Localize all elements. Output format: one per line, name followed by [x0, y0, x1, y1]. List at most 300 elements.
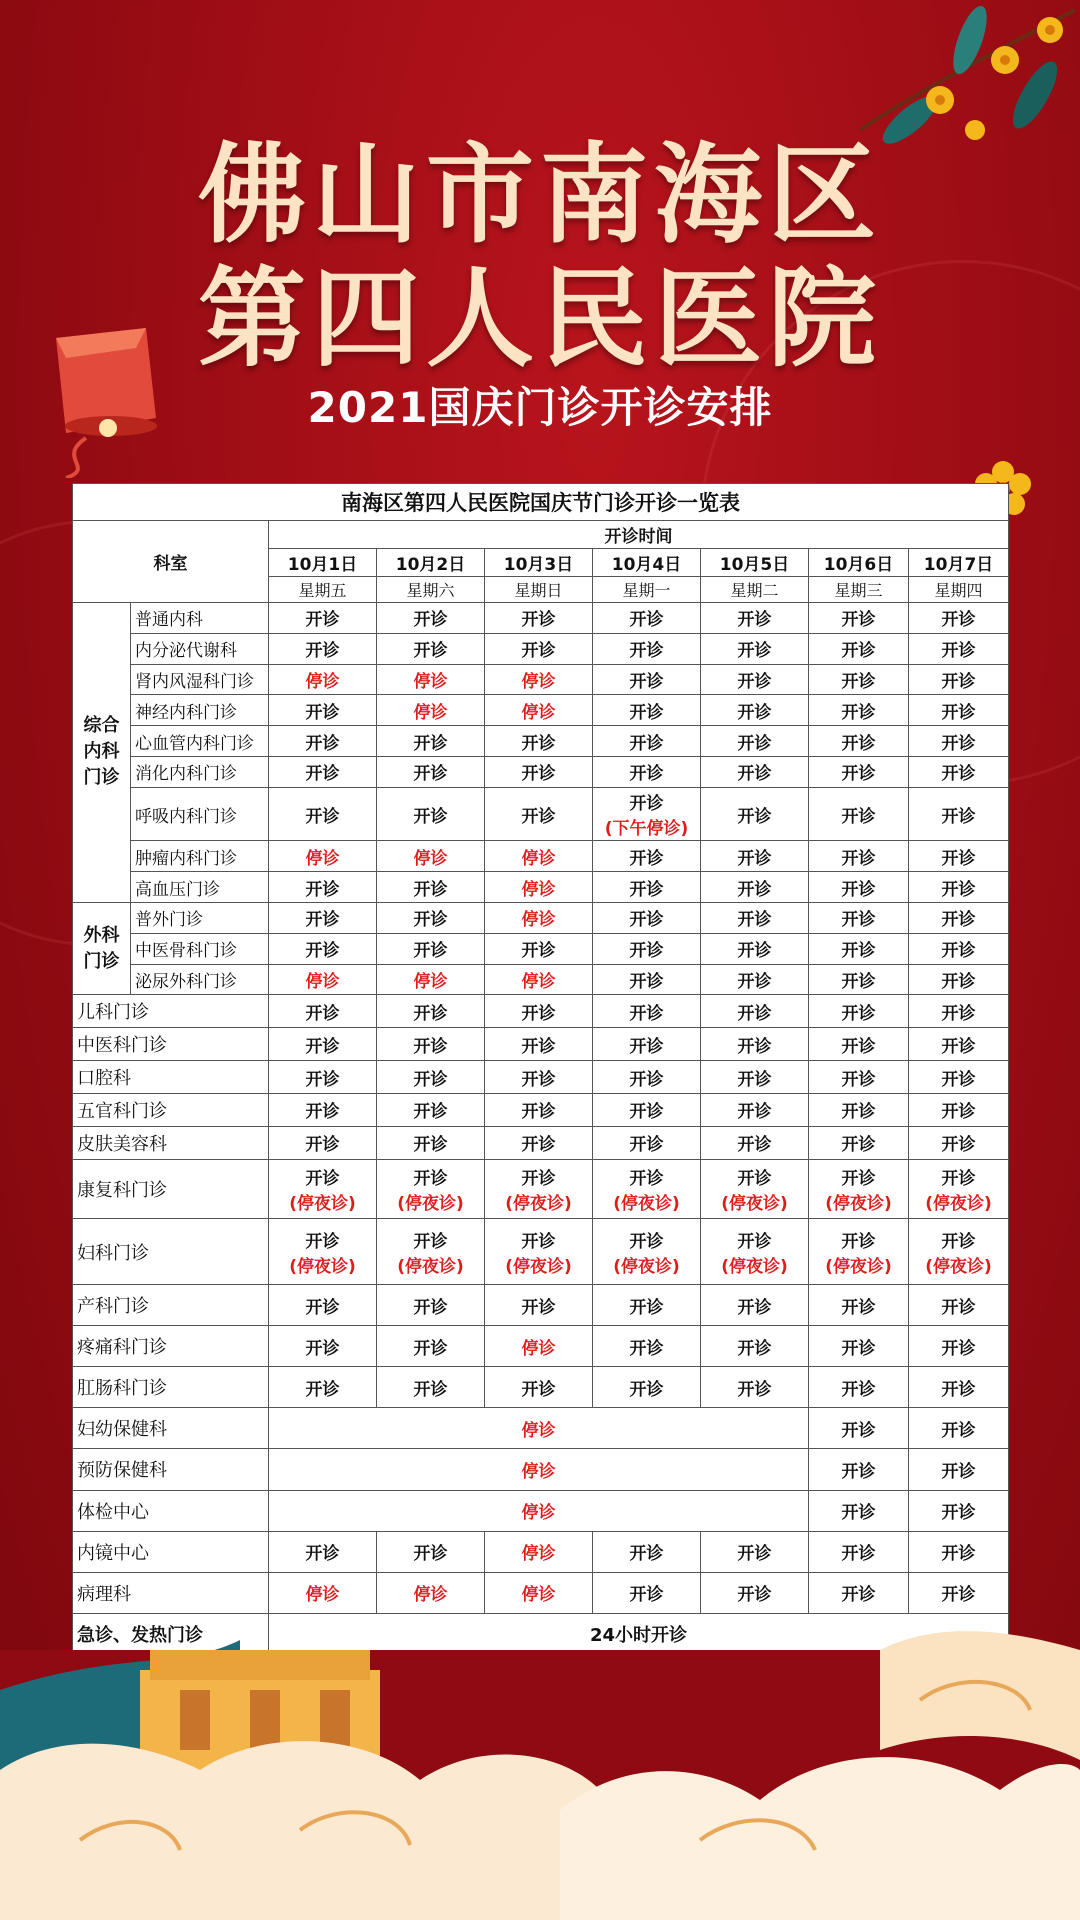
status-cell — [701, 902, 809, 933]
status-text: 开诊 — [841, 1135, 876, 1156]
status-text: 开诊 — [941, 610, 976, 631]
status-text: 开诊 — [413, 1297, 448, 1318]
status-cell — [485, 695, 593, 726]
status-cell — [809, 1159, 909, 1219]
status-text: 开诊 — [629, 1379, 664, 1400]
status-text: 开诊 — [737, 971, 772, 992]
status-cell — [269, 1126, 377, 1159]
status-cell — [485, 664, 593, 695]
status-text: 开诊 — [413, 1036, 448, 1057]
group-surgery: 外科 门诊 — [73, 902, 131, 994]
status-text: 开诊 — [841, 764, 876, 785]
dept-name: 口腔科 — [73, 1061, 269, 1094]
status-text: 停诊 — [521, 1585, 556, 1606]
weekday-header: 星期四 — [909, 577, 1009, 603]
table-row — [73, 1490, 1009, 1531]
status-cell — [485, 1285, 593, 1326]
status-text: 开诊 — [305, 702, 340, 723]
status-text: 开诊 — [413, 1338, 448, 1359]
status-cell — [377, 1219, 485, 1285]
status-cell — [593, 603, 701, 634]
status-cell — [269, 1572, 377, 1613]
status-cell — [909, 603, 1009, 634]
status-text: 开诊 — [629, 1585, 664, 1606]
status-cell — [269, 695, 377, 726]
status-text: 开诊 — [841, 971, 876, 992]
status-cell — [701, 787, 809, 840]
merged-status-cell: 停诊 — [269, 1408, 809, 1449]
status-text: 停诊 — [521, 672, 556, 693]
weekday-header: 星期二 — [701, 577, 809, 603]
status-text: 开诊 — [629, 702, 664, 723]
status-cell — [809, 787, 909, 840]
status-text: 开诊 — [413, 1379, 448, 1400]
status-text: 开诊 — [941, 1297, 976, 1318]
status-text: 开诊 — [841, 848, 876, 869]
status-text: 开诊 — [841, 1461, 876, 1482]
status-text: 开诊 — [521, 1379, 556, 1400]
status-text: 停诊 — [413, 971, 448, 992]
status-text: 开诊 — [737, 1135, 772, 1156]
dept-name: 消化内科门诊 — [131, 757, 269, 788]
status-text: 开诊 — [737, 733, 772, 754]
table-row — [73, 1159, 1009, 1219]
status-cell — [485, 1028, 593, 1061]
status-note: (停夜诊) — [505, 1256, 572, 1277]
status-text: 开诊 — [305, 1102, 340, 1123]
status-cell — [377, 1531, 485, 1572]
status-note: (停夜诊) — [613, 1256, 680, 1277]
status-text: 开诊 — [521, 941, 556, 962]
table-row — [73, 841, 1009, 872]
status-cell — [269, 1061, 377, 1094]
dept-name: 预防保健科 — [73, 1449, 269, 1490]
status-cell — [485, 1061, 593, 1094]
status-text: 开诊 — [413, 610, 448, 631]
status-text: 开诊 — [841, 1420, 876, 1441]
status-cell — [909, 664, 1009, 695]
status-text: 开诊 — [737, 1003, 772, 1024]
status-text: 开诊 — [629, 1135, 664, 1156]
status-cell — [377, 787, 485, 840]
status-text: 开诊 — [737, 806, 772, 827]
status-text: 开诊 — [413, 1231, 448, 1252]
status-cell — [377, 695, 485, 726]
status-text: 开诊 — [305, 733, 340, 754]
status-text: 开诊 — [737, 1169, 772, 1190]
status-cell — [701, 1061, 809, 1094]
status-cell — [701, 726, 809, 757]
status-text: 开诊 — [841, 1585, 876, 1606]
status-cell — [593, 1219, 701, 1285]
dept-name: 神经内科门诊 — [131, 695, 269, 726]
status-text: 停诊 — [521, 848, 556, 869]
table-row — [73, 1449, 1009, 1490]
table-row — [73, 964, 1009, 995]
status-text: 开诊 — [941, 910, 976, 931]
status-text: 停诊 — [521, 910, 556, 931]
status-cell — [909, 757, 1009, 788]
status-text: 开诊 — [305, 806, 340, 827]
status-cell — [485, 633, 593, 664]
status-cell — [593, 726, 701, 757]
status-text: 开诊 — [841, 1231, 876, 1252]
status-cell — [909, 1449, 1009, 1490]
status-text: 开诊 — [941, 1420, 976, 1441]
dept-name: 泌尿外科门诊 — [131, 964, 269, 995]
table-row — [73, 902, 1009, 933]
status-text: 开诊 — [305, 1338, 340, 1359]
status-text: 开诊 — [737, 641, 772, 662]
subtitle: 2021国庆门诊开诊安排 — [307, 383, 773, 432]
dept-name: 皮肤美容科 — [73, 1126, 269, 1159]
status-note: (停夜诊) — [505, 1194, 572, 1215]
status-text: 开诊 — [413, 1135, 448, 1156]
status-cell — [269, 1159, 377, 1219]
status-text: 开诊 — [629, 848, 664, 869]
status-cell — [593, 1326, 701, 1367]
status-text: 开诊 — [521, 641, 556, 662]
status-cell — [593, 995, 701, 1028]
status-cell — [593, 787, 701, 840]
status-cell — [269, 1531, 377, 1572]
status-cell — [701, 695, 809, 726]
status-text: 开诊 — [841, 1338, 876, 1359]
status-cell — [909, 1572, 1009, 1613]
status-cell — [909, 1219, 1009, 1285]
dept-name: 肛肠科门诊 — [73, 1367, 269, 1408]
status-text: 停诊 — [521, 1338, 556, 1359]
status-text: 停诊 — [413, 672, 448, 693]
status-cell — [909, 1490, 1009, 1531]
title-line-1: 佛山市南海区 — [197, 133, 882, 258]
status-text: 开诊 — [841, 610, 876, 631]
status-text: 开诊 — [305, 764, 340, 785]
table-row — [73, 1093, 1009, 1126]
dept-name: 内分泌代谢科 — [131, 633, 269, 664]
status-cell — [593, 841, 701, 872]
status-text: 开诊 — [737, 1544, 772, 1565]
status-cell — [485, 1219, 593, 1285]
status-cell — [269, 664, 377, 695]
status-cell — [593, 1572, 701, 1613]
status-cell — [809, 1219, 909, 1285]
status-text: 开诊 — [305, 941, 340, 962]
status-text: 开诊 — [737, 702, 772, 723]
status-text: 开诊 — [737, 1036, 772, 1057]
status-cell — [701, 964, 809, 995]
status-cell — [269, 603, 377, 634]
status-text: 开诊 — [841, 733, 876, 754]
status-cell — [809, 695, 909, 726]
dept-name: 内镜中心 — [73, 1531, 269, 1572]
status-cell — [269, 633, 377, 664]
status-cell — [269, 787, 377, 840]
status-cell — [809, 1093, 909, 1126]
status-text: 开诊 — [305, 1135, 340, 1156]
status-text: 开诊 — [841, 1169, 876, 1190]
dept-name: 普外门诊 — [131, 902, 269, 933]
status-text: 开诊 — [629, 1231, 664, 1252]
status-text: 开诊 — [305, 641, 340, 662]
status-cell — [269, 1093, 377, 1126]
status-text: 开诊 — [521, 1231, 556, 1252]
status-cell — [909, 995, 1009, 1028]
status-cell — [593, 1061, 701, 1094]
status-text: 开诊 — [841, 1297, 876, 1318]
merged-status-cell: 停诊 — [269, 1490, 809, 1531]
dept-name: 病理科 — [73, 1572, 269, 1613]
status-cell — [377, 757, 485, 788]
status-cell — [485, 1367, 593, 1408]
status-text: 开诊 — [737, 672, 772, 693]
time-header: 开诊时间 — [269, 521, 1009, 549]
table-row — [73, 1061, 1009, 1094]
status-text: 开诊 — [305, 1169, 340, 1190]
status-cell — [269, 757, 377, 788]
status-cell — [377, 964, 485, 995]
status-text: 开诊 — [841, 1544, 876, 1565]
status-cell — [269, 964, 377, 995]
status-cell — [485, 1326, 593, 1367]
status-text: 开诊 — [841, 1036, 876, 1057]
status-cell — [809, 1449, 909, 1490]
status-cell — [269, 726, 377, 757]
status-text: 开诊 — [305, 1544, 340, 1565]
status-text: 开诊 — [941, 764, 976, 785]
status-text: 开诊 — [737, 879, 772, 900]
status-cell — [909, 1408, 1009, 1449]
status-cell — [809, 902, 909, 933]
status-text: 开诊 — [413, 806, 448, 827]
status-text: 开诊 — [413, 1102, 448, 1123]
status-cell — [269, 933, 377, 964]
status-note: (停夜诊) — [289, 1256, 356, 1277]
date-header: 10月7日 — [909, 549, 1009, 577]
status-text: 开诊 — [841, 672, 876, 693]
table-row — [73, 1572, 1009, 1613]
status-text: 开诊 — [305, 1036, 340, 1057]
status-text: 开诊 — [841, 1503, 876, 1524]
table-row — [73, 1531, 1009, 1572]
status-cell — [377, 1061, 485, 1094]
status-text: 开诊 — [629, 1069, 664, 1090]
status-cell — [485, 757, 593, 788]
status-cell — [593, 1159, 701, 1219]
status-text: 开诊 — [629, 910, 664, 931]
status-text: 开诊 — [413, 1003, 448, 1024]
status-text: 停诊 — [305, 672, 340, 693]
dept-name: 中医骨科门诊 — [131, 933, 269, 964]
status-text: 开诊 — [737, 941, 772, 962]
status-text: 开诊 — [941, 1338, 976, 1359]
status-cell — [593, 664, 701, 695]
status-text: 开诊 — [521, 1069, 556, 1090]
status-text: 开诊 — [737, 1069, 772, 1090]
status-text: 开诊 — [629, 794, 664, 815]
status-cell — [485, 1531, 593, 1572]
status-cell — [701, 1572, 809, 1613]
status-cell — [909, 1285, 1009, 1326]
dept-name: 妇科门诊 — [73, 1219, 269, 1285]
status-text: 开诊 — [521, 1297, 556, 1318]
status-cell — [701, 995, 809, 1028]
status-note: (停夜诊) — [721, 1194, 788, 1215]
status-cell — [809, 1028, 909, 1061]
status-cell — [701, 664, 809, 695]
weekday-header: 星期六 — [377, 577, 485, 603]
status-cell — [485, 603, 593, 634]
status-text: 开诊 — [305, 910, 340, 931]
status-cell — [909, 1159, 1009, 1219]
date-header: 10月5日 — [701, 549, 809, 577]
status-cell — [701, 1159, 809, 1219]
status-cell — [269, 872, 377, 903]
table-row — [73, 664, 1009, 695]
status-text: 开诊 — [737, 1338, 772, 1359]
table-row — [73, 1326, 1009, 1367]
status-cell — [377, 664, 485, 695]
status-text: 开诊 — [521, 733, 556, 754]
status-cell — [377, 933, 485, 964]
status-text: 开诊 — [629, 610, 664, 631]
status-cell — [377, 1159, 485, 1219]
status-text: 开诊 — [941, 1544, 976, 1565]
status-text: 开诊 — [413, 910, 448, 931]
dept-name: 肿瘤内科门诊 — [131, 841, 269, 872]
weekday-header: 星期五 — [269, 577, 377, 603]
status-cell — [593, 872, 701, 903]
status-text: 开诊 — [737, 610, 772, 631]
status-text: 开诊 — [841, 879, 876, 900]
status-cell — [485, 787, 593, 840]
cloud-decoration — [0, 1610, 1080, 1920]
table-row — [73, 995, 1009, 1028]
status-cell — [269, 1285, 377, 1326]
status-cell — [269, 841, 377, 872]
status-note: (停夜诊) — [825, 1194, 892, 1215]
status-cell — [593, 1093, 701, 1126]
dept-header: 科室 — [73, 521, 269, 603]
status-cell — [809, 757, 909, 788]
status-cell — [909, 1126, 1009, 1159]
table-row — [73, 1126, 1009, 1159]
status-cell — [909, 787, 1009, 840]
status-cell — [485, 964, 593, 995]
status-cell — [593, 933, 701, 964]
status-cell — [909, 964, 1009, 995]
table-row — [73, 695, 1009, 726]
status-cell — [593, 1531, 701, 1572]
status-text: 开诊 — [941, 941, 976, 962]
status-text: 开诊 — [629, 1544, 664, 1565]
status-text: 开诊 — [941, 1003, 976, 1024]
status-text: 开诊 — [941, 733, 976, 754]
status-cell — [809, 726, 909, 757]
status-cell — [701, 603, 809, 634]
status-cell — [701, 757, 809, 788]
status-cell — [269, 1326, 377, 1367]
table-row — [73, 872, 1009, 903]
status-text: 开诊 — [629, 971, 664, 992]
date-header: 10月3日 — [485, 549, 593, 577]
status-cell — [377, 1126, 485, 1159]
status-text: 开诊 — [521, 1169, 556, 1190]
status-text: 开诊 — [521, 1036, 556, 1057]
status-cell — [909, 1326, 1009, 1367]
status-text: 开诊 — [521, 764, 556, 785]
status-cell — [909, 633, 1009, 664]
status-cell — [377, 841, 485, 872]
status-text: 开诊 — [737, 1379, 772, 1400]
status-cell — [269, 1219, 377, 1285]
status-text: 开诊 — [413, 941, 448, 962]
status-text: 停诊 — [413, 702, 448, 723]
status-text: 开诊 — [413, 1544, 448, 1565]
status-cell — [909, 1061, 1009, 1094]
status-text: 开诊 — [841, 1102, 876, 1123]
status-cell — [809, 995, 909, 1028]
status-cell — [809, 1126, 909, 1159]
status-note: (停夜诊) — [825, 1256, 892, 1277]
status-text: 开诊 — [941, 1169, 976, 1190]
status-cell — [701, 1028, 809, 1061]
status-cell — [701, 1219, 809, 1285]
status-text: 开诊 — [941, 641, 976, 662]
status-cell — [809, 633, 909, 664]
status-text: 开诊 — [413, 1169, 448, 1190]
status-text: 开诊 — [941, 1231, 976, 1252]
status-text: 停诊 — [305, 848, 340, 869]
status-cell — [809, 1285, 909, 1326]
status-text: 开诊 — [521, 1003, 556, 1024]
status-text: 开诊 — [305, 610, 340, 631]
status-cell — [809, 603, 909, 634]
schedule-table-card — [72, 483, 1008, 1655]
status-cell — [809, 1367, 909, 1408]
status-cell — [593, 902, 701, 933]
status-text: 开诊 — [521, 610, 556, 631]
status-cell — [485, 902, 593, 933]
status-cell — [701, 633, 809, 664]
status-text: 开诊 — [521, 806, 556, 827]
status-text: 开诊 — [629, 1338, 664, 1359]
status-text: 开诊 — [941, 848, 976, 869]
table-row — [73, 1219, 1009, 1285]
status-cell — [701, 1531, 809, 1572]
status-text: 开诊 — [629, 733, 664, 754]
status-cell — [593, 964, 701, 995]
status-cell — [485, 933, 593, 964]
status-cell — [809, 964, 909, 995]
table-row — [73, 1028, 1009, 1061]
status-cell — [377, 872, 485, 903]
status-text: 开诊 — [841, 1003, 876, 1024]
status-text: 停诊 — [521, 971, 556, 992]
table-row — [73, 1285, 1009, 1326]
status-cell — [701, 1326, 809, 1367]
status-cell — [809, 1326, 909, 1367]
status-cell — [377, 603, 485, 634]
status-cell — [909, 1531, 1009, 1572]
status-cell — [909, 1093, 1009, 1126]
status-note: (停夜诊) — [289, 1194, 356, 1215]
status-cell — [377, 726, 485, 757]
status-cell — [593, 1367, 701, 1408]
status-text: 开诊 — [841, 1069, 876, 1090]
weekday-header: 星期一 — [593, 577, 701, 603]
status-cell — [909, 1028, 1009, 1061]
